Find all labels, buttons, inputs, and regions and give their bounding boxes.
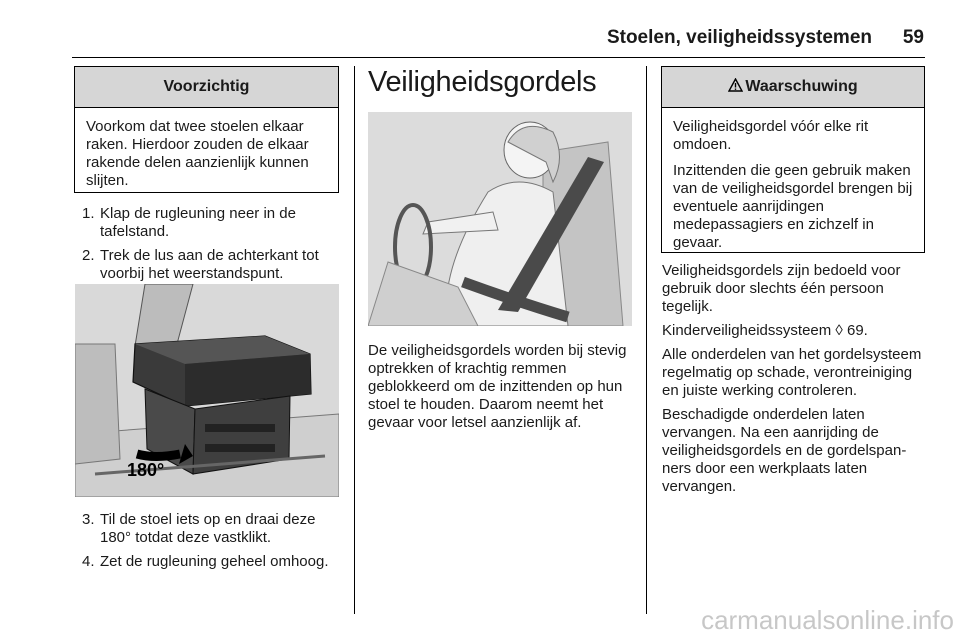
list-item-number: 4. bbox=[82, 553, 95, 570]
warning-box-title: Waarschuwing bbox=[745, 78, 858, 95]
seatbelt-illustration bbox=[368, 112, 632, 326]
list-item-number: 1. bbox=[82, 205, 95, 222]
warning-box bbox=[661, 66, 925, 253]
page-number: 59 bbox=[902, 27, 924, 48]
seat-rotation-illustration bbox=[75, 284, 339, 497]
paragraph-replacement: Beschadigde onderdelen laten vervangen. Na een aanrijding de veiligheidsgordels en de gordelspanners door een werkplaats laten vervangen. bbox=[662, 406, 907, 495]
seatbelt-drawing bbox=[368, 112, 632, 326]
section-title: Veiligheidsgordels bbox=[368, 66, 597, 98]
list-item bbox=[74, 205, 344, 241]
list-item bbox=[74, 553, 344, 571]
column-divider-left bbox=[354, 66, 355, 614]
list-item bbox=[74, 511, 344, 547]
caution-box bbox=[74, 66, 339, 193]
list-item-number: 2. bbox=[82, 247, 95, 264]
column-divider-right bbox=[646, 66, 647, 614]
caution-box-title: Voorzichtig bbox=[75, 67, 338, 108]
warning-box-header bbox=[662, 67, 924, 108]
list-item-text: Klap de rugleuning neer in de tafelstand. bbox=[100, 205, 296, 240]
rotation-angle-label: 180° bbox=[127, 460, 165, 480]
list-item bbox=[74, 247, 344, 283]
caution-box-text: Voorkom dat twee stoelen elkaar raken. Hierdoor zouden de elkaar rakende delen aanzienlijk kunnen slijten. bbox=[86, 118, 309, 189]
seat-drawing bbox=[75, 284, 339, 497]
warning-text-1: Veiligheidsgordel vóór elke rit omdoen. bbox=[673, 118, 869, 153]
watermark: carmanualsonline.info bbox=[701, 605, 954, 635]
list-item-text: Trek de lus aan de achterkant tot voorbij het weerstandspunt. bbox=[100, 247, 319, 282]
warning-triangle-icon bbox=[728, 78, 743, 96]
steps-list-b bbox=[74, 511, 344, 577]
paragraph-child-seat-ref: Kinderveiligheidssysteem ◊ 69. bbox=[662, 322, 868, 339]
warning-text-2: Inzittenden die geen gebruik maken van de veiligheidsgordel brengen bij eventuele aanrijdingen medepassagiers en zichzelf in gevaar. bbox=[673, 162, 913, 251]
page-header-title: Stoelen, veiligheidssystemen bbox=[606, 27, 872, 48]
paragraph-single-person: Veiligheidsgordels zijn bedoeld voor gebruik door slechts één persoon tegelijk. bbox=[662, 262, 901, 315]
caution-box-body bbox=[75, 108, 338, 204]
steps-list-a bbox=[74, 205, 344, 289]
right-column-text bbox=[662, 262, 930, 502]
list-item-text: Til de stoel iets op en draai deze 180° totdat deze vastklikt. bbox=[100, 511, 316, 546]
section-intro bbox=[368, 342, 643, 438]
header-rule bbox=[72, 57, 925, 58]
list-item-number: 3. bbox=[82, 511, 95, 528]
paragraph-inspection: Alle onderdelen van het gordelsysteem regelmatig op schade, verontreiniging en juiste werking controleren. bbox=[662, 346, 922, 399]
warning-box-body bbox=[662, 108, 924, 266]
list-item-text: Zet de rugleuning geheel omhoog. bbox=[100, 553, 329, 570]
section-intro-text: De veiligheidsgordels worden bij stevig optrekken of krachtig remmen geblokkeerd om de inzittenden op hun stoel te houden. Daarom neemt het gevaar voor letsel aanzienlijk af. bbox=[368, 342, 627, 431]
